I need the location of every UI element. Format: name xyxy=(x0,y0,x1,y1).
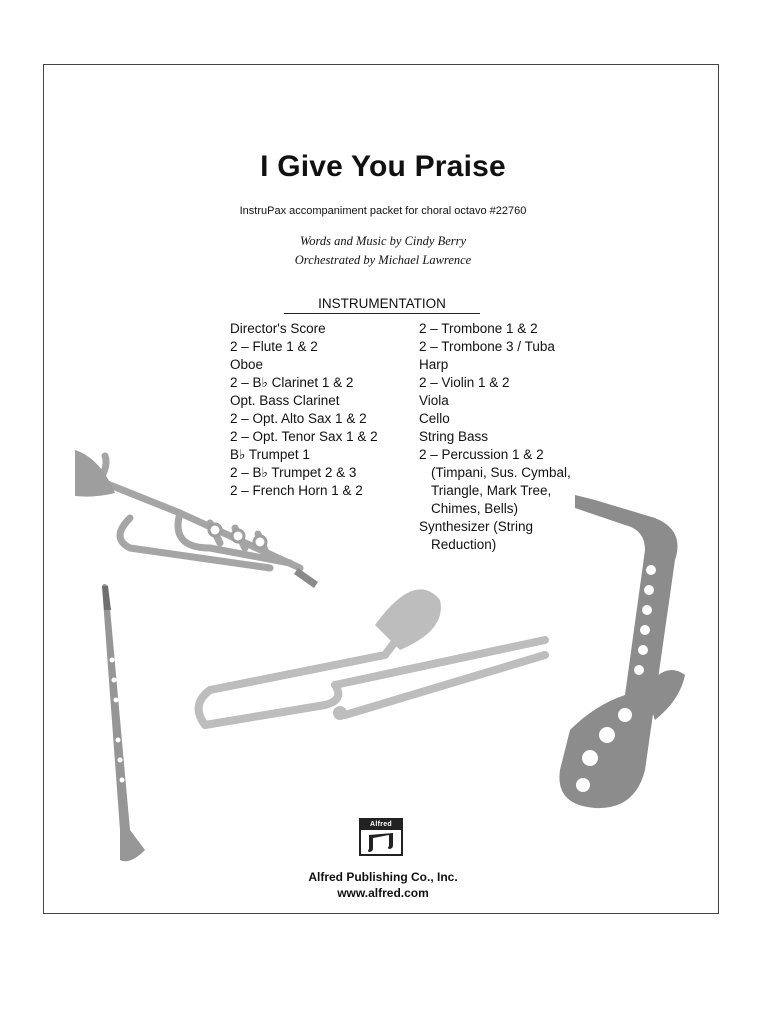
instrument-item: Opt. Bass Clarinet xyxy=(230,393,340,408)
publisher-info xyxy=(0,869,766,901)
publisher-name: Alfred Publishing Co., Inc. xyxy=(308,870,458,884)
instrument-item: 2 – Opt. Alto Sax 1 & 2 xyxy=(230,411,367,426)
instrument-item-detail: Triangle, Mark Tree, xyxy=(431,483,552,498)
instrument-item: Oboe xyxy=(230,357,264,372)
instrument-item-detail: (Timpani, Sus. Cymbal, xyxy=(431,465,571,480)
instrument-item: Synthesizer (String xyxy=(419,519,534,534)
instrument-item: B♭ Trumpet 1 xyxy=(230,447,310,462)
trombone-illustration xyxy=(185,575,565,755)
instrument-item: String Bass xyxy=(419,429,489,444)
page-title: I Give You Praise xyxy=(260,150,506,183)
instrument-item: 2 – Trombone 1 & 2 xyxy=(419,321,538,336)
alfred-logo xyxy=(359,818,403,856)
music-note-icon xyxy=(365,833,397,853)
credits xyxy=(0,232,766,270)
saxophone-illustration xyxy=(535,490,695,820)
instrument-item: 2 – B♭ Trumpet 2 & 3 xyxy=(230,465,357,480)
instrument-item: 2 – Violin 1 & 2 xyxy=(419,375,510,390)
instrument-item: 2 – Trombone 3 / Tuba xyxy=(419,339,555,354)
words-music-credit: Words and Music by Cindy Berry xyxy=(299,234,467,248)
instrument-item: Director's Score xyxy=(230,321,326,336)
instrument-item-detail: Reduction) xyxy=(431,537,497,552)
clarinet-illustration xyxy=(90,580,170,870)
instrument-item: 2 – Opt. Tenor Sax 1 & 2 xyxy=(230,429,378,444)
instrument-item: Cello xyxy=(419,411,450,426)
instrument-item: 2 – B♭ Clarinet 1 & 2 xyxy=(230,375,354,390)
instrument-item: Viola xyxy=(419,393,449,408)
instrument-item: 2 – Percussion 1 & 2 xyxy=(419,447,544,462)
instrument-item-detail: Chimes, Bells) xyxy=(431,501,519,516)
instrumentation-heading: INSTRUMENTATION xyxy=(284,296,480,314)
orchestrator-credit: Orchestrated by Michael Lawrence xyxy=(294,253,472,267)
subtitle: InstruPax accompaniment packet for choral octavo #22760 xyxy=(239,205,527,217)
publisher-url: www.alfred.com xyxy=(337,886,429,900)
instrument-item: Harp xyxy=(419,357,449,372)
logo-brand-text: Alfred xyxy=(361,820,401,830)
instrument-item: 2 – French Horn 1 & 2 xyxy=(230,483,363,498)
instrument-item: 2 – Flute 1 & 2 xyxy=(230,339,318,354)
